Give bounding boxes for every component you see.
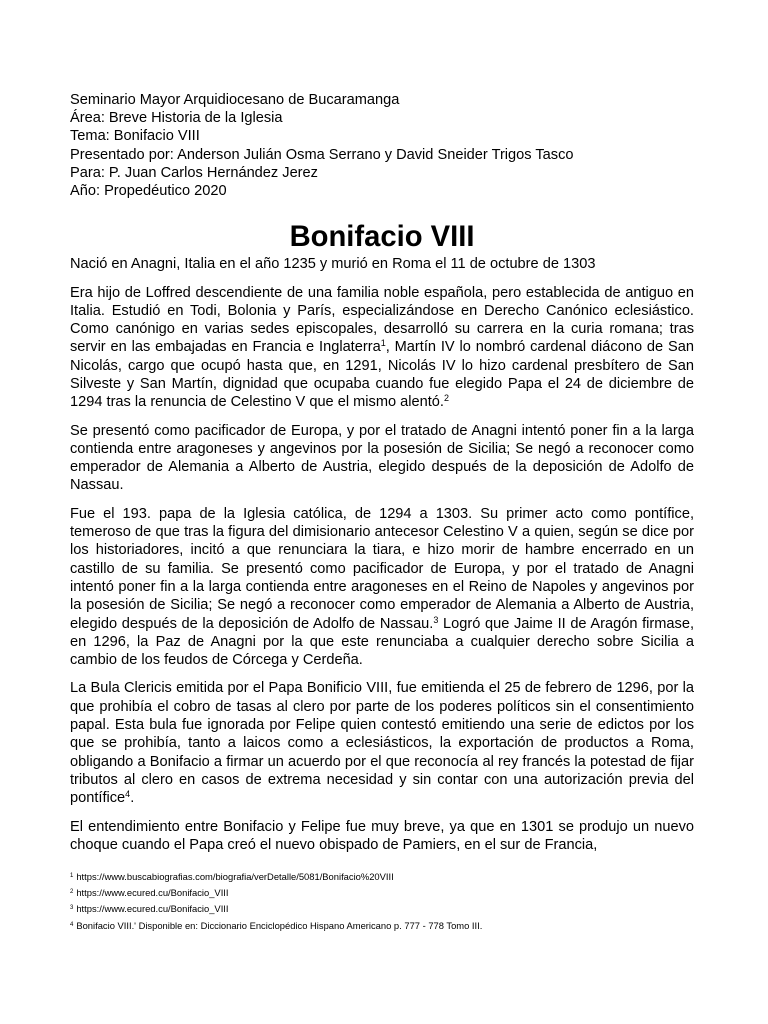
paragraph-text: Era hijo de Loffred descendiente de una familia noble española, pero establecida de antiguo en Italia. Estudió en Todi, Bolonia y París, especializándose en Derecho Canónico eclesiástico. Como canónigo en varias sedes episcopales, desarrolló su carrera en la curia romana; tras servir en las embajadas en Francia e Inglaterra <box>70 284 694 356</box>
header-authors: Presentado por: Anderson Julián Osma Serrano y David Sneider Trigos Tasco <box>70 146 574 163</box>
footnote-number: 2 <box>70 889 74 896</box>
paragraph-early-life <box>70 284 694 412</box>
footnote-text: Bonifacio VIII.' Disponible en: Diccionario Enciclopédico Hispano Americano p. 777 - 778 Tomo III. <box>76 919 483 931</box>
paragraph-text: Logró que Jaime II de Aragón firmase, en 1296, la Paz de Anagni por la que este renunciaba a cualquier derecho sobre Sicilia a cambio de los feudos de Córcega y Cerdeña. <box>70 615 694 669</box>
footnotes <box>70 869 694 934</box>
header-recipient: Para: P. Juan Carlos Hernández Jerez <box>70 164 318 181</box>
paragraph-text: Fue el 193. papa de la Iglesia católica, de 1294 a 1303. Su primer acto como pontífice, temeroso de que tras la figura del dimisionario antecesor Celestino V a quien, según se dice por los historiadores, incitó a que renunciara la tiara, e hizo morir de hambre encerrado en un castillo de su familia. Se presentó como pacificador de Europa, y por el tratado de Anagni intentó poner fin a la larga contienda entre aragoneses en el Reino de Napoles y angevinos por la posesión de Sicilia; Se negó a reconocer como emperador de Alemania a Alberto de Austria, elegido después de la deposición de Adolfo de Nassau. <box>70 505 694 632</box>
paragraph-text: , Martín IV lo nombró cardenal diácono de San Nicolás, cargo que ocupó hasta que, en 1291, Nicolás IV lo hizo cardenal presbítero de San Silveste y San Martín, dignidad que ocupaba cuando fue elegido Papa el 24 de diciembre de 1294 tras la renuncia de Celestino V que el mismo alentó. <box>70 339 694 411</box>
paragraph-birth-death: Nació en Anagni, Italia en el año 1235 y murió en Roma el 11 de octubre de 1303 <box>70 256 596 273</box>
footnote-ref: 2 <box>443 393 449 404</box>
footnote-text: https://www.ecured.cu/Bonifacio_VIII <box>76 887 229 899</box>
paragraph-text: . <box>130 790 135 807</box>
footnote-number: 4 <box>70 921 74 928</box>
footnote-2 <box>70 885 694 901</box>
footnote-ref: 4 <box>125 789 131 800</box>
header-area: Área: Breve Historia de la Iglesia <box>70 110 283 127</box>
footnote-ref: 3 <box>433 614 439 625</box>
paragraph-pacifier: Se presentó como pacificador de Europa, y por el tratado de Anagni intentó poner fin a la larga contienda entre aragoneses y angevinos por la posesión de Sicilia; Se negó a reconocer como emperador de Alemania a Alberto de Austria, elegido después de la deposición de Adolfo de Nassau. <box>70 422 694 494</box>
footnote-text: https://www.buscabiografias.com/biografia/verDetalle/5081/Bonifacio%20VIII <box>76 871 394 882</box>
footnote-text: https://www.ecured.cu/Bonifacio_VIII <box>76 903 229 915</box>
footnote-4 <box>70 918 694 934</box>
header-institution: Seminario Mayor Arquidiocesano de Bucaramanga <box>70 92 400 108</box>
paragraph-text: La Bula Clericis emitida por el Papa Bonificio VIII, fue emitienda el 25 de febrero de 1296, por la que prohibía el cobro de tasas al clero por parte de los poderes políticos sin el consentimiento papal. Esta bula fue ignorada por Felipe quien contestó emitiendo una serie de edictos por los que se prohibía, tanto a laicos como a eclesiásticos, la exportación de productos a Roma, obligando a Bonifacio a firmar un acuerdo por el que reconocía al rey francés la potestad de fijar tributos al clero en casos de extrema necesidad y sin contar con una autorización previa del pontífice <box>70 680 694 807</box>
header-year: Año: Propedéutico 2020 <box>70 183 227 200</box>
paragraph-papacy <box>70 505 694 670</box>
document-body <box>70 91 694 854</box>
footnote-ref: 1 <box>380 338 386 349</box>
paragraph-conflict-felipe: El entendimiento entre Bonifacio y Felipe fue muy breve, ya que en 1301 se produjo un nuevo choque cuando el Papa creó el nuevo obispado de Pamiers, en el sur de Francia, <box>70 818 694 853</box>
document-title: Bonifacio VIII <box>289 221 475 254</box>
footnote-number: 3 <box>70 905 74 912</box>
footnote-1 <box>70 869 694 885</box>
paragraph-bula-clericis <box>70 679 694 807</box>
footnote-3 <box>70 901 694 917</box>
header-topic: Tema: Bonifacio VIII <box>70 128 200 145</box>
footnote-number: 1 <box>70 873 74 879</box>
document-header <box>70 91 694 200</box>
